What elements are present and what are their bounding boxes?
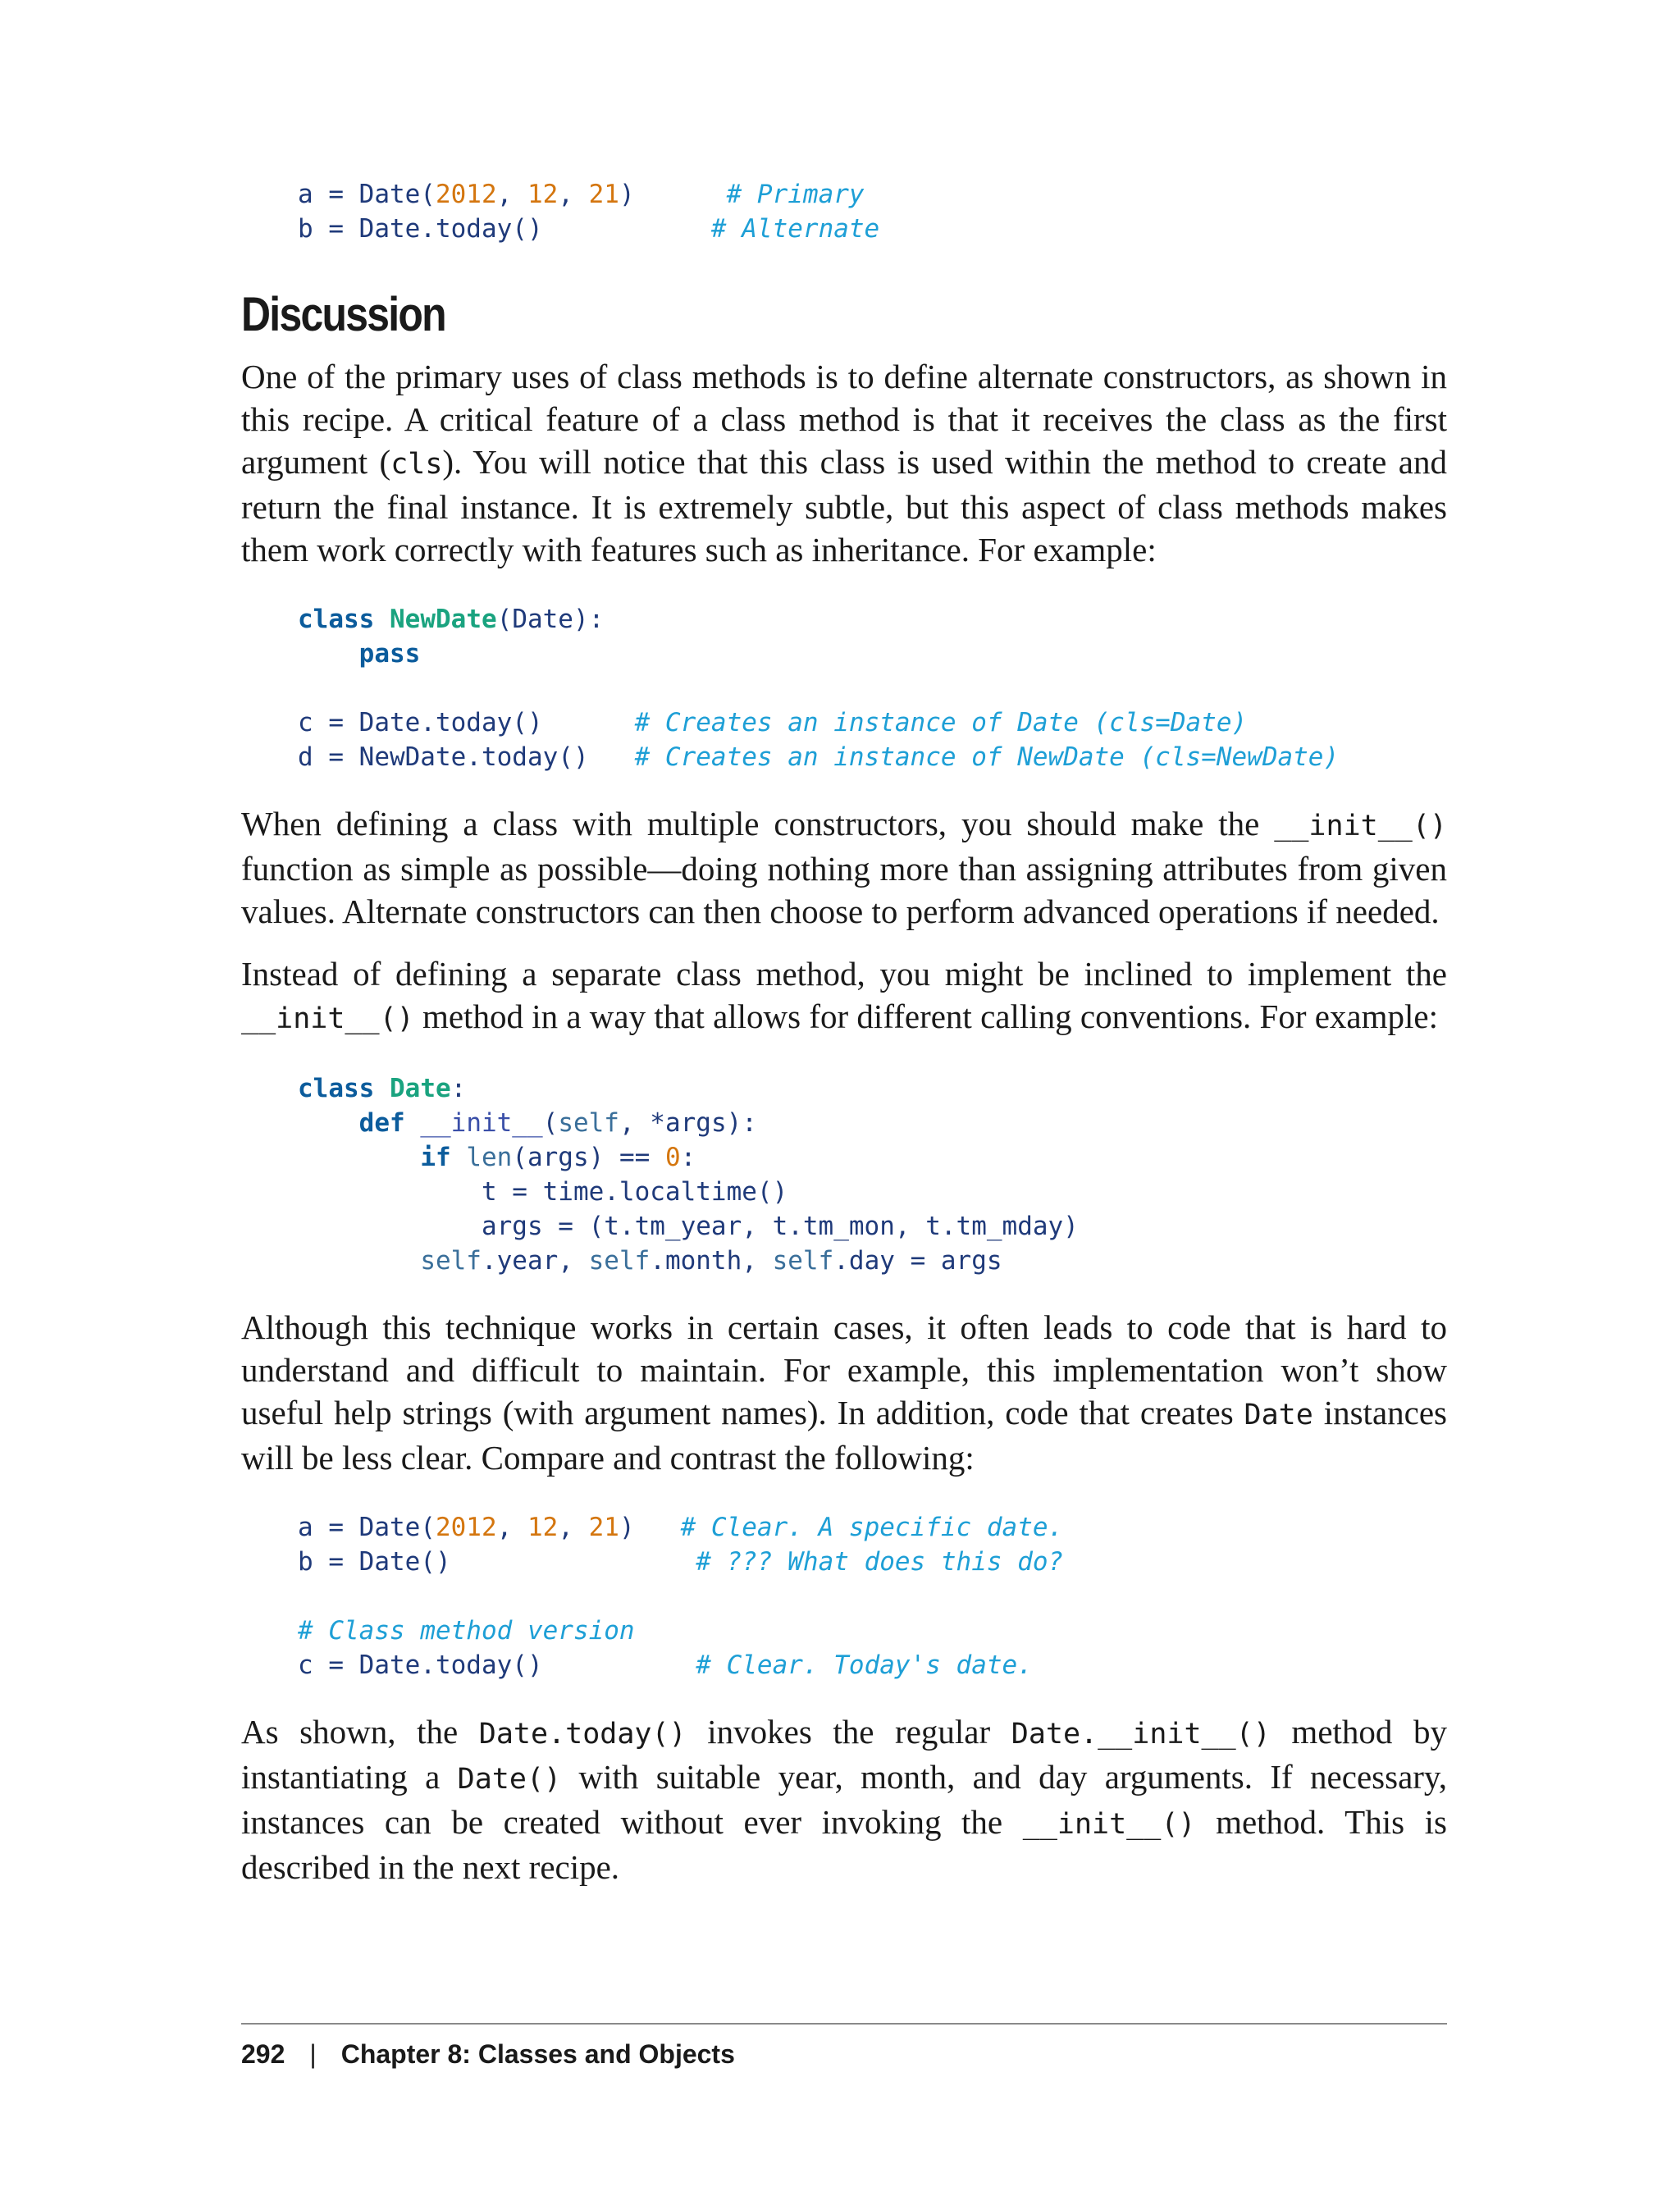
page-number: 292 [241, 2039, 285, 2069]
code-block-compare: a = Date(2012, 12, 21) # Clear. A specific date. b = Date() # ??? What does this do? # Class method version c = Date.today() # Clear. Today's date. [298, 1513, 1064, 1680]
code-block-init-args: class Date: def __init__(self, *args): if len(args) == 0: t = time.localtime() args = (t.tm_year, t.tm_mon, t.tm_mday) self.year, self.month, self.day = args [298, 1074, 1079, 1276]
code-comment: # Clear. Today's date. [696, 1650, 1033, 1680]
code-comment: # ??? What does this do? [696, 1547, 1064, 1577]
section-heading: Discussion [241, 288, 445, 341]
code-comment: # Creates an instance of NewDate (cls=NewDate) [634, 742, 1340, 772]
paragraph: One of the primary uses of class methods is to define alternate constructors, as shown in this recipe. A critical feature of a class method is that it receives the class as the first argument (cls). You will notice that this class is used within the method to create and return the final instance. It is extremely subtle, but this aspect of class methods makes them work correctly with features such as inheritance. For example: [241, 358, 1447, 568]
paragraph: Although this technique works in certain cases, it often leads to code that is hard to understand and difficult to maintain. For example, this implementation won’t show useful help strings (with argument names). In addition, code that creates Date instances will be less clear. Compare and contrast the following: [241, 1308, 1447, 1477]
code-block-subclass: class NewDate(Date): pass c = Date.today() # Creates an instance of Date (cls=Date) d = NewDate.today() # Creates an instance of NewDate (cls=NewDate) [298, 605, 1340, 772]
chapter-title: Chapter 8: Classes and Objects [340, 2039, 735, 2069]
footer-separator: | [309, 2039, 317, 2069]
code-comment: # Primary [726, 180, 865, 209]
code-comment: # Clear. A specific date. [680, 1513, 1064, 1542]
paragraph: Instead of defining a separate class method, you might be inclined to implement the __init__() method in a way that allows for different calling conventions. For example: [241, 955, 1447, 1035]
code-block-constructors: a = Date(2012, 12, 21) # Primary b = Date.today() # Alternate [298, 180, 880, 244]
page-footer [241, 2023, 1447, 2070]
code-comment: # Class method version [298, 1616, 635, 1646]
code-comment: # Alternate [710, 214, 880, 244]
page-content [241, 177, 1447, 2064]
paragraph: When defining a class with multiple constructors, you should make the __init__() function as simple as possible—doing nothing more than assigning attributes from given values. Alternate constructors can then choose to perform advanced operations if needed. [241, 805, 1447, 930]
paragraph: As shown, the Date.today() invokes the regular Date.__init__() method by instantiating a Date() with suitable year, month, and day arguments. If necessary, instances can be created without ever invoking the __init__() method. This is described in the next recipe. [241, 1713, 1448, 1886]
code-comment: # Creates an instance of Date (cls=Date) [634, 708, 1248, 737]
